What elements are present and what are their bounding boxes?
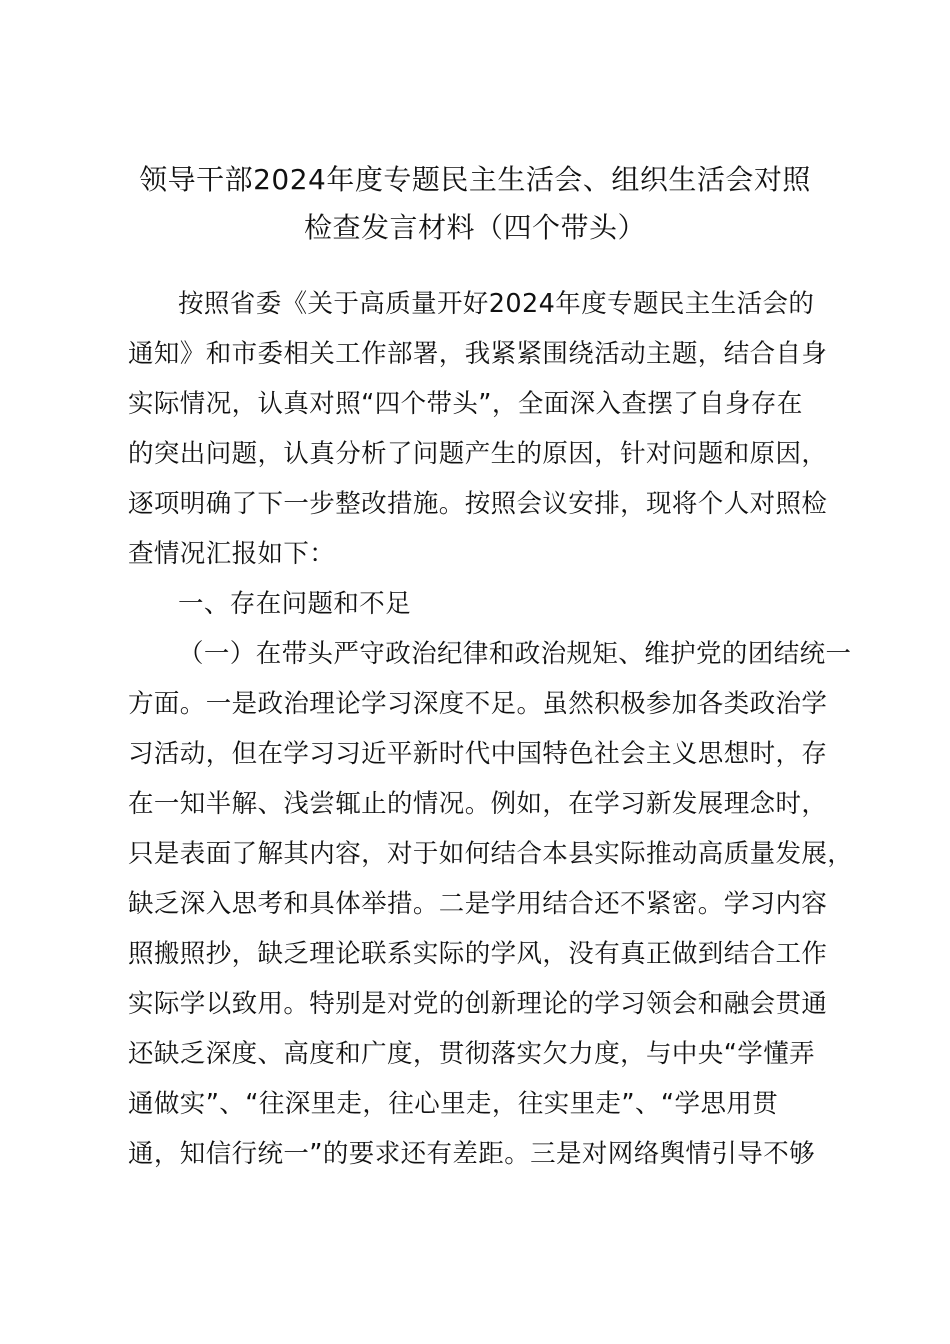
body-line-10: 通做实”、“往深里走，往心里走，往实里走”、“学思用贯: [128, 1089, 779, 1119]
body-line-8: 实际学以致用。特别是对党的创新理论的学习领会和融会贯通: [128, 989, 828, 1019]
intro-line-4: 的突出问题，认真分析了问题产生的原因，针对问题和原因，: [128, 439, 828, 469]
body-line-5: 只是表面了解其内容，对于如何结合本县实际推动高质量发展，: [128, 839, 854, 869]
intro-line-1: 按照省委《关于高质量开好2024年度专题民主生活会的: [178, 289, 815, 319]
body-line-3: 习活动，但在学习习近平新时代中国特色社会主义思想时，存: [128, 739, 828, 769]
intro-line-5: 逐项明确了下一步整改措施。按照会议安排，现将个人对照检: [128, 489, 828, 519]
body-line-6: 缺乏深入思考和具体举措。二是学用结合还不紧密。学习内容: [128, 889, 828, 919]
intro-line-2: 通知》和市委相关工作部署，我紧紧围绕活动主题，结合自身: [128, 339, 828, 369]
body-line-9: 还缺乏深度、高度和广度，贯彻落实欠力度，与中央“学懂弄: [128, 1039, 816, 1069]
body-line-4: 在一知半解、浅尝辄止的情况。例如，在学习新发展理念时，: [128, 789, 828, 819]
document-title-line-1: 领导干部2024年度专题民主生活会、组织生活会对照: [139, 163, 811, 196]
document-title-line-2: 检查发言材料（四个带头）: [303, 211, 646, 244]
body-line-2: 方面。一是政治理论学习深度不足。虽然积极参加各类政治学: [128, 689, 828, 719]
intro-line-3: 实际情况，认真对照“四个带头”，全面深入查摆了自身存在: [128, 389, 803, 419]
section-heading: 一、存在问题和不足: [178, 589, 412, 619]
body-line-7: 照搬照抄，缺乏理论联系实际的学风，没有真正做到结合工作: [128, 939, 828, 969]
body-line-1: （一）在带头严守政治纪律和政治规矩、维护党的团结统一: [178, 639, 852, 669]
body-line-11: 通，知信行统一”的要求还有差距。三是对网络舆情引导不够: [128, 1139, 816, 1169]
intro-line-6: 查情况汇报如下：: [128, 539, 336, 569]
